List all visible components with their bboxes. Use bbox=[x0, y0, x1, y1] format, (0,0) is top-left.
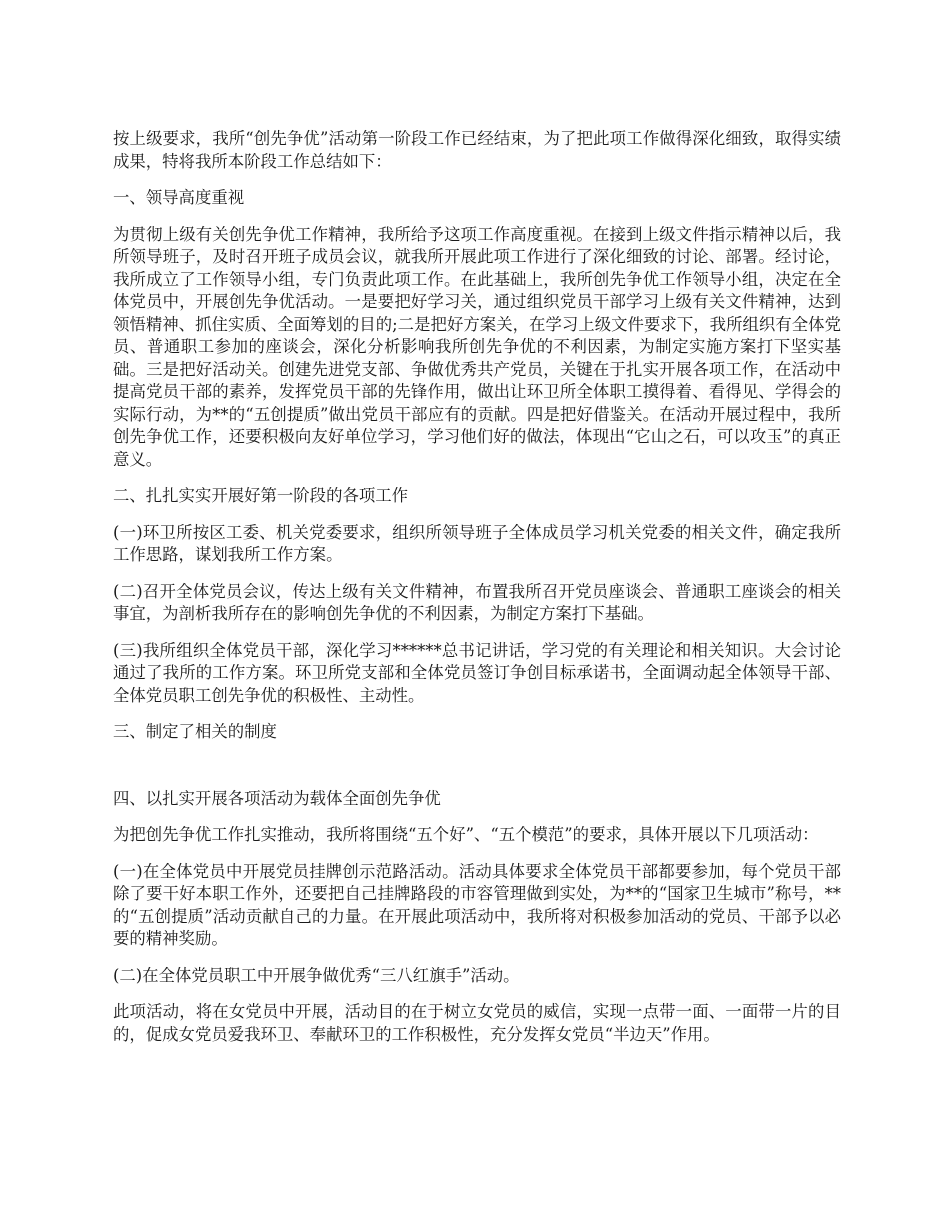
section-heading-1: 一、领导高度重视 bbox=[113, 188, 245, 207]
section-4-item-2-detail: 此项活动，将在女党员中开展，活动目的在于树立女党员的威信，实现一点带一面、一面带一片的目的，促成女党员爱我环卫、奉献环卫的工作积极性，充分发挥女党员“半边天”作用。 bbox=[113, 1002, 841, 1044]
blank-spacer bbox=[113, 758, 841, 788]
section-heading-4: 四、以扎实开展各项活动为载体全面创先争优 bbox=[113, 788, 441, 808]
section-4-item-2: (二)在全体党员职工中开展争做优秀“三八红旗手”活动。 bbox=[113, 965, 520, 985]
section-4-item-1: (一)在全体党员中开展党员挂牌创示范路活动。活动具体要求全体党员干部都要参加，每个党员干部除了要干好本职工作外，还要把自己挂牌路段的市容管理做到实处，为**的“国家卫生城市”称号，**的“五创提质”活动贡献自己的力量。在开展此项活动中，我所将对积极参加活动的党员、干部予以必要的精神奖励。 bbox=[113, 861, 841, 948]
section-heading-3: 三、制定了相关的制度 bbox=[113, 722, 277, 741]
section-4-paragraph: 为把创先争优工作扎实推动，我所将围绕“五个好”、“五个模范”的要求，具体开展以下几项活动： bbox=[113, 825, 819, 844]
section-heading-2: 二、扎扎实实开展好第一阶段的各项工作 bbox=[113, 486, 409, 505]
section-1-paragraph: 为贯彻上级有关创先争优工作精神，我所给予这项工作高度重视。在接到上级文件指示精神以后，我所领导班子，及时召开班子成员会议，就我所开展此项工作进行了深化细致的讨论、部署。经讨论，我所成立了工作领导小组，专门负责此项工作。在此基础上，我所创先争优工作领导小组，决定在全体党员中，开展创先争优活动。一是要把好学习关，通过组织党员干部学习上级有关文件精神，达到领悟精神、抓住实质、全面筹划的目的;二是把好方案关，在学习上级文件要求下，我所组织有全体党员、普通职工参加的座谈会，深化分析影响我所创先争优的不利因素，为制定实施方案打下坚实基础。三是把好活动关。创建先进党支部、争做优秀共产党员，关键在于扎实开展各项工作，在活动中提高党员干部的素养，发挥党员干部的先锋作用，做出让环卫所全体职工摸得着、看得见、学得会的实际行动，为**的“五创提质”做出党员干部应有的贡献。四是把好借鉴关。在活动开展过程中，我所创先争优工作，还要积极向友好单位学习，学习他们好的做法，体现出“它山之石，可以攻玉”的真正意义。 bbox=[113, 224, 841, 469]
section-2-item-3: (三)我所组织全体党员干部，深化学习******总书记讲话，学习党的有关理论和相关知识。大会讨论通过了我所的工作方案。环卫所党支部和全体党员签订争创目标承诺书，全面调动起全体领导干部、全体党员职工创先争优的积极性、主动性。 bbox=[113, 640, 841, 705]
section-2-item-1: (一)环卫所按区工委、机关党委要求，组织所领导班子全体成员学习机关党委的相关文件，确定我所工作思路，谋划我所工作方案。 bbox=[113, 522, 841, 564]
document-body bbox=[113, 128, 841, 1060]
section-2-item-2: (二)召开全体党员会议，传达上级有关文件精神，布置我所召开党员座谈会、普通职工座谈会的相关事宜，为剖析我所存在的影响创先争优的不利因素，为制定方案打下基础。 bbox=[113, 581, 841, 623]
intro-paragraph: 按上级要求，我所“创先争优”活动第一阶段工作已经结束，为了把此项工作做得深化细致，取得实绩成果，特将我所本阶段工作总结如下： bbox=[113, 129, 841, 171]
